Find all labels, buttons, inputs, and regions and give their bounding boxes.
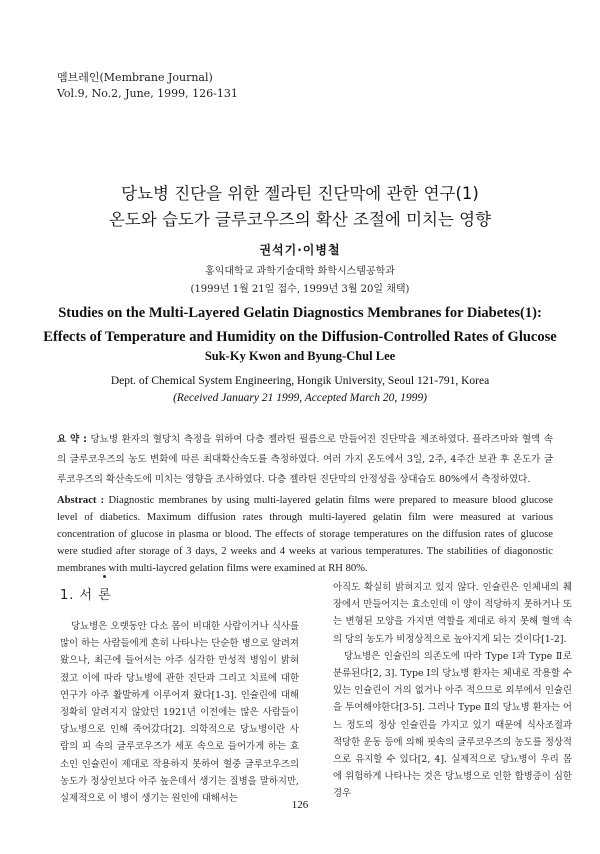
korean-affiliation-dates: (1999년 1월 21일 접수, 1999년 3월 20일 채택) [190, 284, 410, 295]
korean-authors: 권석기·이병철 [259, 243, 341, 257]
journal-header [57, 70, 238, 102]
english-abstract-text: Diagnostic membranes by using multi-layered gelatin films were prepared to measure blood glucose level of diabetics. Maximum diffusion rates through multi-layered gelatin film were measured at various concentration of glucose in plasma or blood. The effects of storage temperatures on the diffusion rates of glucose were studied after storage of 3 days, 2 weeks and 4 weeks at various temperatures. The stabilities of diagonostic membranes with multi-laycred gelation films were examined at RH 80%. [57, 495, 553, 574]
korean-abstract-label: 요 약 : [57, 434, 87, 445]
korean-affiliation-dept: 홍익대학교 과학기술대학 화학시스템공학과 [205, 266, 395, 277]
english-affiliation [0, 373, 600, 407]
korean-title-line1: 당뇨병 진단을 위한 젤라틴 진단막에 관한 연구(1) [121, 184, 479, 203]
korean-abstract [57, 430, 553, 490]
english-title-line2: Effects of Temperature and Humidity on the Diffusion-Controlled Rates of Glucose [43, 329, 557, 345]
english-abstract [57, 492, 553, 577]
journal-issue: Vol.9, No.2, June, 1999, 126-131 [57, 87, 238, 100]
page-number: 126 [291, 799, 309, 811]
korean-title [0, 181, 600, 233]
english-authors: Suk-Ky Kwon and Byung-Chul Lee [204, 349, 396, 363]
body-paragraph: 당뇨병은 오랫동안 다소 몸이 비대한 사람이거나 식사를 많이 하는 사람들에게 흔히 나타나는 단순한 병으로 알려져 왔으나, 최근에 들어서는 아주 심각한 만성적 병임이 밝혀졌고 이에 따라 당뇨병에 관한 진단과 그리고 치료에 대한 연구가 아주 활발하게 이루어져 왔다[1-3]. 인슐린에 대해 정확히 알려지지 않았던 1921년 이전에는 많은 사람들이 당뇨병으로 인해 죽어갔다[2]. 의학적으로 당뇨병이란 사람의 피 속의 글루코우즈가 세포 속으로 들어가게 하는 효소인 인슐린이 제대로 작용하지 못하여 혈중 글루코우즈의 농도가 정상인보다 아주 높은데서 생기는 질병을 말하지만, 실제적으로 이 병이 생기는 원인에 대해서는 [60, 621, 299, 805]
body-column-right [333, 579, 572, 803]
korean-title-line2: 온도와 습도가 글루코우즈의 확산 조절에 미치는 영향 [108, 210, 492, 229]
bullet-mark [103, 575, 106, 578]
english-abstract-label: Abstract : [57, 495, 105, 506]
english-title [0, 301, 600, 349]
body-paragraph: 당뇨병은 인슐린의 의존도에 따라 Type Ⅰ과 Type Ⅱ로 분류된다[2, 3]. Type Ⅰ의 당뇨병 환자는 체내로 작용할 수 있는 인슐린이 거의 없거나 아주 적으므로 외부에서 인슐린을 투여해야한다[3-5]. 그러나 Type Ⅱ의 당뇨병 환자는 어느 정도의 정상 인슐린을 가지고 있기 때문에 식사조절과 적당한 운동 등에 의해 핏속의 글루코우즈의 농도를 정상적으로 유지할 수 있다[2, 4]. 실제적으로 당뇨병이 우리 몸에 위험하게 나타나는 것은 당뇨병으로 인한 합병증이 심한 경우 [333, 650, 572, 800]
section-heading: 1. 서 론 [60, 588, 112, 603]
body-column-left [60, 586, 299, 807]
journal-name: 멤브레인(Membrane Journal) [57, 71, 213, 84]
korean-abstract-text: 당뇨병 환자의 혈당치 측정을 위하여 다층 젤라틴 필름으로 만들어진 진단막을 제조하였다. 플라즈마와 혈액 속의 글루코우즈의 농도 변화에 따른 최대확산속도를 측정하였다. 여러 가지 온도에서 3일, 2주, 4주간 보관 후 온도가 글루코우즈의 확산속도에 미치는 영향을 조사하였다. 다층 젤라틴 진단막의 안정성을 상대습도 80%에서 측정하였다. [57, 434, 553, 485]
received-dates: (Received January 21 1999, Accepted March 20, 1999) [173, 392, 427, 404]
korean-affiliation [0, 263, 600, 299]
english-affiliation-dept: Dept. of Chemical System Engineering, Hongik University, Seoul 121-791, Korea [110, 375, 490, 387]
body-paragraph-continued: 아직도 확실히 밝혀지고 있지 않다. 인슐린은 인체내의 췌장에서 만들어지는 효소인데 이 양이 적당하지 못하거나 또는 변형된 모양을 가지면 역할을 제대로 하지 못해 혈액 속의 당의 농도가 비정상적으로 높아지게 되는 것이다[1-2]. [333, 582, 572, 645]
english-title-line1: Studies on the Multi-Layered Gelatin Diagnostics Membranes for Diabetes(1): [58, 305, 542, 321]
